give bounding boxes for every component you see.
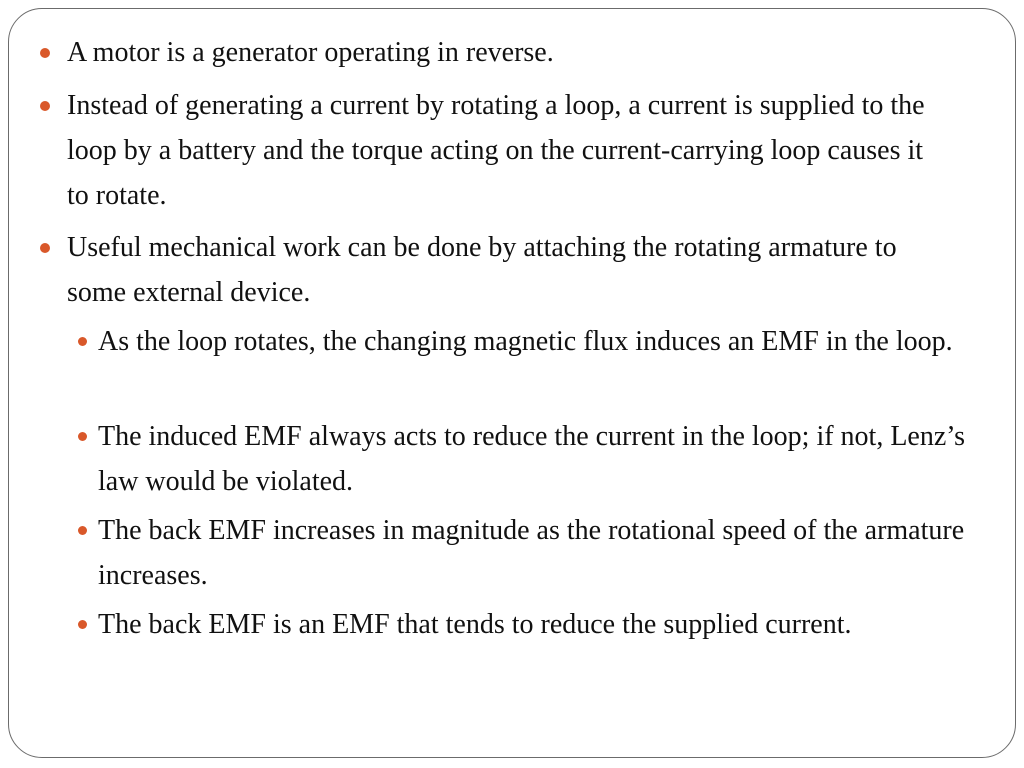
bullet-dot-icon (40, 101, 50, 111)
bullet-item (67, 83, 927, 218)
bullet-dot-icon (78, 620, 87, 629)
bullet-text: A motor is a generator operating in reverse. (67, 37, 554, 68)
bullet-dot-icon (78, 337, 87, 346)
bullet-dot-icon (78, 526, 87, 535)
sub-bullet-item (98, 414, 998, 504)
bullet-text: Instead of generating a current by rotating a loop, a current is supplied to the loop by a battery and the torque acting on the current-carrying loop causes it to rotate. (67, 90, 925, 211)
bullet-dot-icon (78, 432, 87, 441)
sub-bullet-item (98, 508, 998, 598)
bullet-text: As the loop rotates, the changing magnetic flux induces an EMF in the loop. (98, 326, 953, 357)
bullet-dot-icon (40, 48, 50, 58)
bullet-text: Useful mechanical work can be done by attaching the rotating armature to some external device. (67, 232, 897, 308)
bullet-item (67, 225, 927, 315)
bullet-item (67, 30, 927, 75)
sub-bullet-item (98, 319, 998, 364)
bullet-text: The induced EMF always acts to reduce the current in the loop; if not, Lenz’s law would be violated. (98, 421, 965, 497)
bullet-text: The back EMF is an EMF that tends to reduce the supplied current. (98, 609, 852, 640)
bullet-dot-icon (40, 243, 50, 253)
sub-bullet-item (98, 602, 998, 647)
bullet-text: The back EMF increases in magnitude as the rotational speed of the armature increases. (98, 515, 965, 591)
